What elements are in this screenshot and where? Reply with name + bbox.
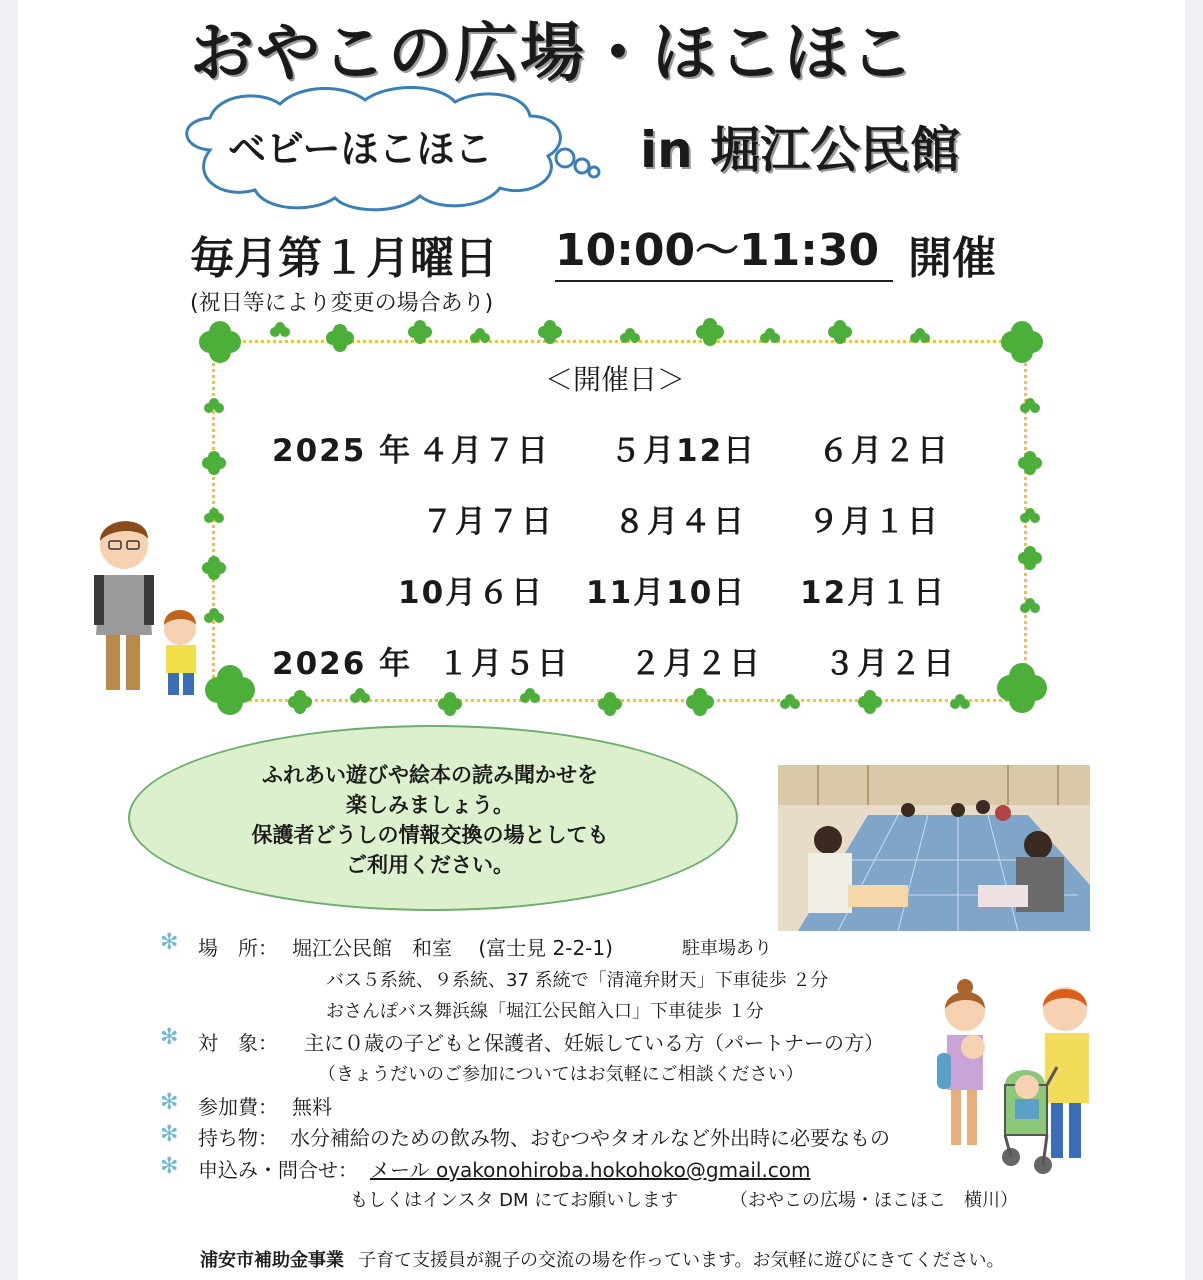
date-item: ５月12日 [610, 433, 757, 469]
fee-value: 無料 [292, 1095, 332, 1119]
date-item: １月５日 [438, 646, 570, 682]
date-item: ２月２日 [630, 646, 762, 682]
footer-text: 子育て支援員が親子の交流の場を作っています。お気軽に遊びにきてください。 [358, 1250, 1005, 1271]
date-item: ８月４日 [614, 504, 746, 540]
bubble-line: ふれあい遊びや絵本の読み聞かせを [262, 763, 598, 787]
year-2026: 2026 年 [272, 646, 413, 682]
date-item: 10月６日 [398, 575, 545, 611]
bullet-flower-icon: ✻ [160, 930, 179, 955]
bullet-flower-icon: ✻ [160, 1122, 179, 1147]
bullet-flower-icon: ✻ [160, 1090, 179, 1115]
bring-label: 持ち物： [198, 1126, 278, 1150]
date-item: ３月２日 [824, 646, 956, 682]
event-photo [778, 765, 1090, 931]
place-parking: 駐車場あり [682, 938, 772, 959]
date-item: ４月７日 [418, 433, 550, 469]
date-item: ６月２日 [818, 433, 950, 469]
schedule-day: 毎月第１月曜日 [190, 233, 498, 284]
bullet-flower-icon: ✻ [160, 1025, 179, 1050]
bubble-text [170, 760, 690, 880]
schedule-time: 10:00～11:30 [555, 222, 893, 282]
bubble-line: ご利用ください。 [346, 853, 514, 877]
date-item: ７月７日 [422, 504, 554, 540]
bubble-line: 保護者どうしの情報交換の場としても [251, 823, 609, 847]
apply-alt: もしくはインスタ DM にてお願いします [350, 1190, 679, 1211]
place-label: 場 所： [198, 936, 278, 960]
bus-route-2: おさんぽバス舞浜線「堀江公民館入口」下車徒歩 １分 [326, 1001, 764, 1022]
footer-org: 浦安市補助金事業 [200, 1250, 344, 1271]
fee-label: 参加費： [198, 1095, 278, 1119]
father-child-illustration [92, 505, 207, 700]
date-item: ９月１日 [808, 504, 940, 540]
date-item: 11月10日 [586, 575, 747, 611]
bus-route-1: バス５系統、９系統、37 系統で「清滝弁財天」下車徒歩 ２分 [326, 970, 829, 991]
schedule-note: (祝日等により変更の場合あり) [190, 291, 494, 316]
schedule-suffix: 開催 [908, 233, 996, 284]
bring-value: 水分補給のための飲み物、おむつやタオルなど外出時に必要なもの [290, 1126, 890, 1150]
page-title: おやこの広場・ほこほこ [190, 17, 916, 91]
target-note: （きょうだいのご参加についてはお気軽にご相談ください） [318, 1064, 804, 1085]
contact-email-link[interactable]: メール oyakonohiroba.hokohoko@gmail.com [370, 1158, 811, 1182]
target-value: 主に０歳の子どもと保護者、妊娠している方（パートナーの方） [304, 1031, 884, 1055]
apply-org: （おやこの広場・ほこほこ 横川） [730, 1190, 1018, 1211]
year-2025: 2025 年 [272, 433, 413, 469]
apply-label: 申込み・問合せ： [198, 1158, 358, 1182]
footer [200, 1246, 1005, 1272]
bubble-line: 楽しみましょう。 [346, 793, 514, 817]
place-value: 堀江公民館 和室 (富士見 2-2-1) [292, 936, 613, 960]
event-name: ベビーほこほこ [228, 127, 493, 171]
venue-heading: in 堀江公民館 [640, 121, 961, 179]
target-label: 対 象： [198, 1031, 278, 1055]
bullet-flower-icon: ✻ [160, 1154, 179, 1179]
family-stroller-illustration [935, 975, 1100, 1180]
date-item: 12月１日 [800, 575, 947, 611]
dates-heading: ＜開催日＞ [545, 363, 686, 396]
